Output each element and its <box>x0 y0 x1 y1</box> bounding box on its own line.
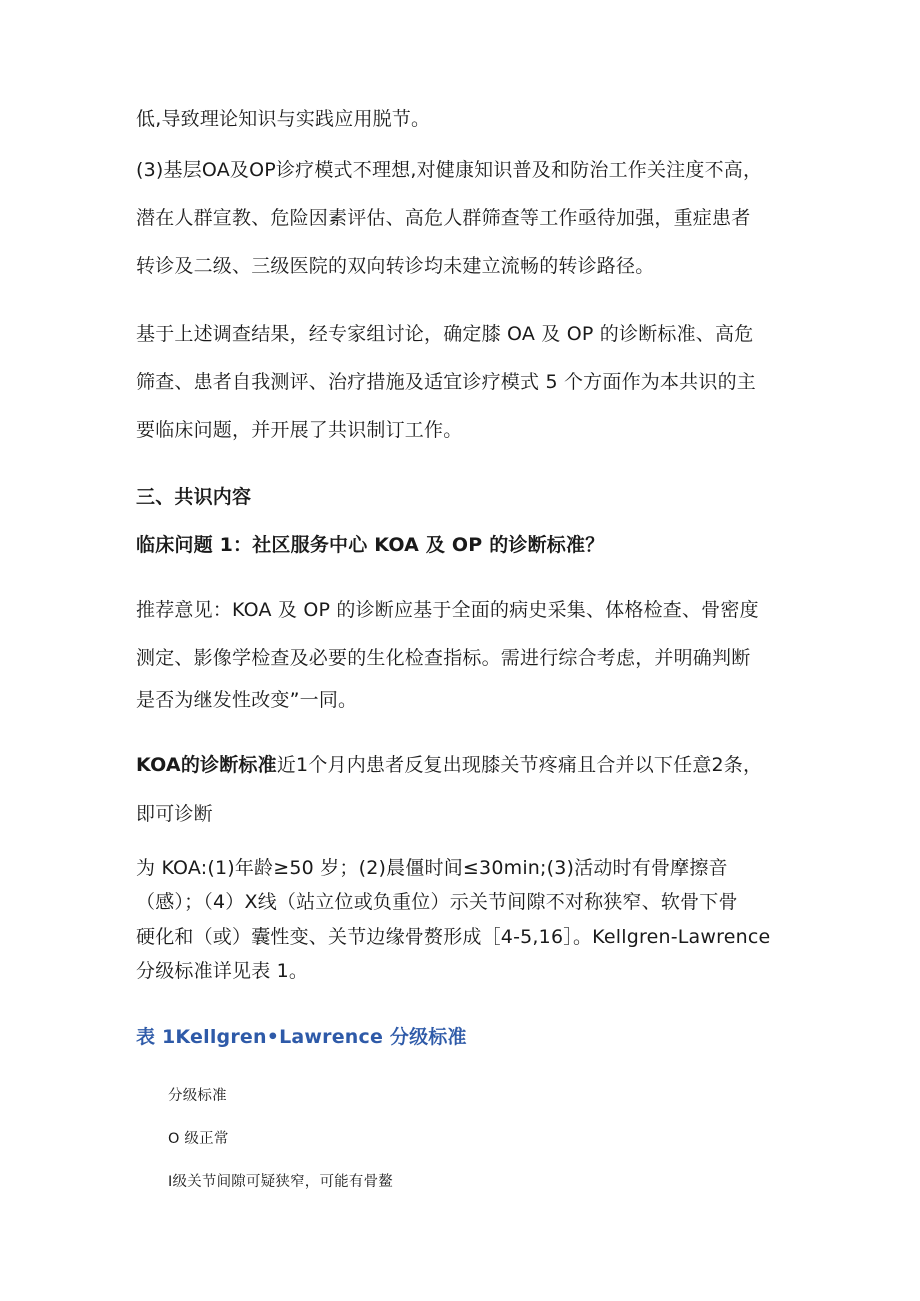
text-line: 转诊及二级、三级医院的双向转诊均未建立流畅的转诊路径。 <box>136 255 655 277</box>
text-line: 基于上述调查结果，经专家组讨论，确定膝 OA 及 OP 的诊断标准、高危 <box>136 323 754 345</box>
question-heading: 临床问题 1：社区服务中心 KOA 及 OP 的诊断标准？ <box>136 534 605 556</box>
text-line: 潜在人群宣教、危险因素评估、高危人群筛查等工作亟待加强，重症患者 <box>136 207 751 229</box>
koa-criteria-line <box>136 752 762 778</box>
koa-criteria-label: KOA的诊断标准 <box>136 754 277 776</box>
text-line: 筛查、患者自我测评、治疗措施及适宜诊疗模式 5 个方面作为本共识的主 <box>136 371 756 393</box>
text-line: 为 KOA:(1)年龄≥50 岁；(2)晨僵时间≤30min;(3)活动时有骨摩擦音 <box>136 857 728 879</box>
text-line: 分级标准详见表 1。 <box>136 960 309 982</box>
text-line: 硬化和（或）囊性变、关节边缘骨赘形成［4-5,16］。Kellgren-Lawrence <box>136 926 771 948</box>
text-line: 要临床问题，并开展了共识制订工作。 <box>136 419 463 441</box>
text-line: （感）；（4）X线（站立位或负重位）示关节间隙不对称狭窄、软骨下骨 <box>136 891 738 913</box>
table-row: 分级标准 <box>168 1088 227 1104</box>
section-heading: 三、共识内容 <box>136 486 252 508</box>
table-row: I级关节间隙可疑狭窄，可能有骨鳌 <box>168 1174 393 1190</box>
koa-criteria-text: 近1个月内患者反复出现膝关节疼痛且合并以下任意2条， <box>276 754 763 776</box>
text-line: 低,导致理论知识与实践应用脱节。 <box>136 108 431 130</box>
text-line: 是否为继发性改变”一同。 <box>136 689 358 711</box>
text-line: (3)基层OA及OP诊疗模式不理想,对健康知识普及和防治工作关注度不高， <box>136 159 763 181</box>
text-line: 推荐意见：KOA 及 OP 的诊断应基于全面的病史采集、体格检查、骨密度 <box>136 599 759 621</box>
table-title: 表 1Kellgren•Lawrence 分级标准 <box>136 1026 467 1048</box>
text-line: 即可诊断 <box>136 803 213 825</box>
table-row: O 级正常 <box>168 1131 229 1147</box>
text-line: 测定、影像学检查及必要的生化检查指标。需进行综合考虑，并明确判断 <box>136 647 751 669</box>
